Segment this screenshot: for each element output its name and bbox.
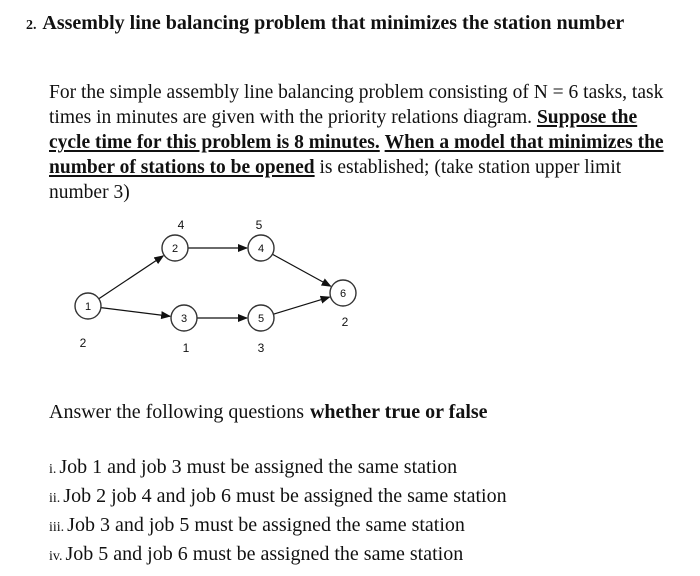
task-time-label: 5 (255, 218, 263, 232)
edge-4-6 (272, 254, 330, 286)
task-id-label: 5 (257, 313, 265, 325)
task-node-4 (248, 218, 274, 261)
answer-prompt (49, 401, 488, 424)
question-numeral: ii. (49, 491, 61, 506)
task-id-label: 6 (339, 288, 347, 300)
problem-title: Assembly line balancing problem that minimizes the station number (42, 12, 625, 34)
task-time-label: 3 (257, 341, 265, 355)
model-statement: When a model that minimizes the number of stations to be opened (49, 132, 664, 178)
question-text: Job 1 and job 3 must be assigned the same station (59, 456, 458, 478)
intro-text-1: For the simple assembly line balancing problem consisting of N = 6 tasks, task times in minutes are given with the priority relations diagram. (49, 82, 664, 128)
question-item (49, 512, 507, 541)
task-node-2 (162, 218, 188, 261)
edge-layer (99, 248, 331, 318)
task-id-label: 1 (84, 301, 92, 313)
question-list (49, 454, 507, 570)
edge-1-2 (99, 256, 164, 299)
task-node-5 (248, 305, 274, 355)
question-text: Job 5 and job 6 must be assigned the same station (65, 543, 464, 565)
edge-5-6 (273, 297, 329, 314)
answer-prompt-bold: whether true or false (309, 401, 488, 423)
question-numeral: i. (49, 462, 57, 477)
question-text: Job 3 and job 5 must be assigned the same station (67, 514, 465, 536)
task-time-label: 4 (177, 218, 185, 232)
task-time-label: 2 (79, 336, 87, 350)
answer-prompt-text: Answer the following questions (49, 401, 304, 423)
intro-text-3: is established; (take station upper limit number 3) (49, 157, 622, 203)
question-item (49, 541, 507, 570)
task-id-label: 4 (257, 243, 265, 255)
task-time-label: 1 (182, 341, 190, 355)
question-numeral: iv. (49, 549, 63, 564)
task-node-3 (171, 305, 197, 355)
question-item (49, 483, 507, 512)
task-id-label: 2 (171, 243, 179, 255)
task-id-label: 3 (180, 313, 188, 325)
cycle-time-statement: Suppose the cycle time for this problem is 8 minutes. (49, 107, 638, 153)
question-text: Job 2 job 4 and job 6 must be assigned the same station (63, 485, 507, 507)
problem-number: 2. (26, 18, 37, 33)
question-item (49, 454, 507, 483)
edge-1-3 (101, 308, 170, 317)
task-node-1 (75, 293, 101, 350)
task-time-label: 2 (341, 315, 349, 329)
question-numeral: iii. (49, 520, 65, 535)
task-node-6 (330, 280, 356, 329)
